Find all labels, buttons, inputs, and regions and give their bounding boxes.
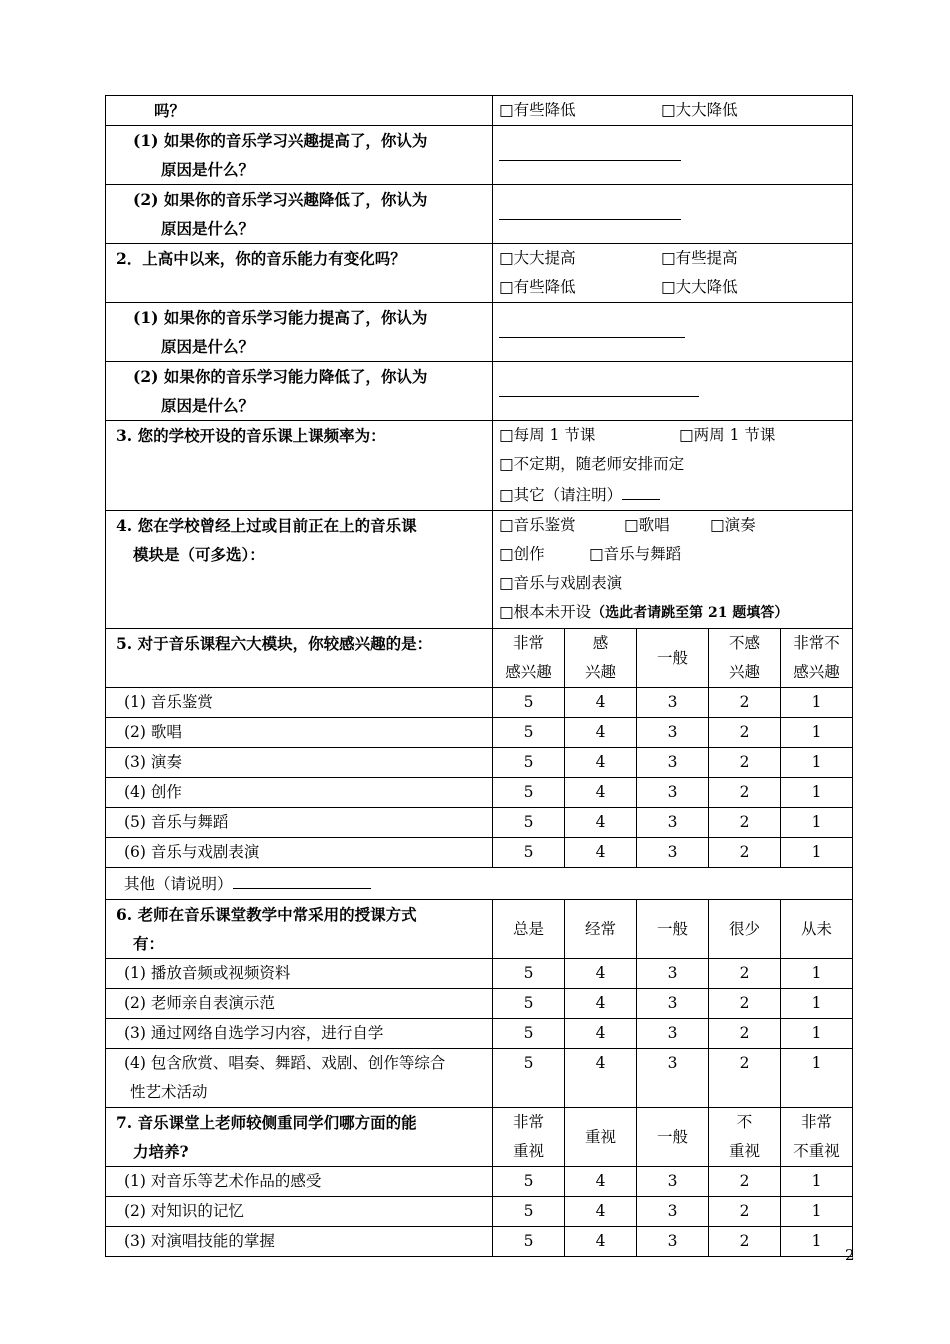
score-cell[interactable]: 5 xyxy=(493,778,565,808)
score-cell[interactable]: 5 xyxy=(493,1197,565,1227)
score-cell[interactable]: 2 xyxy=(709,1167,781,1197)
score-cell[interactable]: 2 xyxy=(709,1197,781,1227)
page-number: 2 xyxy=(845,1246,855,1264)
table-row xyxy=(106,748,853,778)
answer-options xyxy=(493,96,853,126)
score-cell[interactable]: 4 xyxy=(565,1197,637,1227)
other-specify: 其他（请说明） xyxy=(106,868,853,900)
item-label: (2) 对知识的记忆 xyxy=(106,1197,493,1227)
score-cell[interactable]: 5 xyxy=(493,808,565,838)
score-cell[interactable]: 4 xyxy=(565,1049,637,1108)
score-cell[interactable]: 4 xyxy=(565,838,637,868)
scale-header: 非常 感兴趣 xyxy=(493,629,565,688)
skip-note: （选此者请跳至第 21 题填答） xyxy=(591,605,789,621)
scale-header: 总是 xyxy=(493,900,565,959)
question-title: 7. 音乐课堂上老师较侧重同学们哪方面的能 力培养? xyxy=(106,1108,493,1167)
checkbox-option[interactable]: □歌唱 xyxy=(624,516,670,534)
table-row xyxy=(106,959,853,989)
score-cell[interactable]: 4 xyxy=(565,748,637,778)
score-cell[interactable]: 2 xyxy=(709,718,781,748)
checkbox-option[interactable]: □大大降低 xyxy=(661,101,738,119)
checkbox-option[interactable]: □演奏 xyxy=(710,516,756,534)
score-cell[interactable]: 3 xyxy=(637,838,709,868)
score-cell[interactable]: 2 xyxy=(709,838,781,868)
table-row xyxy=(106,778,853,808)
score-cell[interactable]: 3 xyxy=(637,1167,709,1197)
checkbox-option[interactable]: □每周 1 节课 xyxy=(499,426,596,444)
other-blank[interactable] xyxy=(622,479,660,500)
table-row xyxy=(106,1049,853,1108)
item-label: (1) 播放音频或视频资料 xyxy=(106,959,493,989)
score-cell[interactable]: 3 xyxy=(637,778,709,808)
score-cell[interactable]: 2 xyxy=(709,808,781,838)
score-cell[interactable]: 3 xyxy=(637,1019,709,1049)
score-cell[interactable]: 5 xyxy=(493,959,565,989)
score-cell[interactable]: 5 xyxy=(493,1049,565,1108)
score-cell[interactable]: 3 xyxy=(637,989,709,1019)
table-row xyxy=(106,1167,853,1197)
score-cell[interactable]: 1 xyxy=(781,748,853,778)
checkbox-option[interactable]: □音乐与舞蹈 xyxy=(589,545,682,563)
question-title: 6. 老师在音乐课堂教学中常采用的授课方式 有： xyxy=(106,900,493,959)
score-cell[interactable]: 3 xyxy=(637,718,709,748)
score-cell[interactable]: 4 xyxy=(565,688,637,718)
score-cell[interactable]: 1 xyxy=(781,838,853,868)
item-label: (5) 音乐与舞蹈 xyxy=(106,808,493,838)
table-row xyxy=(106,868,853,900)
q6-items xyxy=(106,959,853,1049)
score-cell[interactable]: 4 xyxy=(565,718,637,748)
score-cell[interactable]: 5 xyxy=(493,748,565,778)
checkbox-option[interactable]: □不定期，随老师安排而定 xyxy=(499,455,685,473)
item-label: (4) 包含欣赏、唱奏、舞蹈、戏剧、创作等综合 性艺术活动 xyxy=(106,1049,493,1108)
answer-options xyxy=(493,511,853,629)
table-row xyxy=(106,989,853,1019)
score-cell[interactable]: 4 xyxy=(565,989,637,1019)
checkbox-option[interactable]: □有些提高 xyxy=(661,249,738,267)
item-label: (3) 对演唱技能的掌握 xyxy=(106,1227,493,1257)
other-blank[interactable] xyxy=(233,868,371,889)
q7-items xyxy=(106,1167,853,1257)
checkbox-option[interactable]: □有些降低 xyxy=(499,278,576,296)
table-row xyxy=(106,185,853,244)
answer-options xyxy=(493,421,853,511)
table-row xyxy=(106,96,853,126)
questionnaire-table xyxy=(105,95,853,1257)
score-cell[interactable]: 4 xyxy=(565,1167,637,1197)
score-cell[interactable]: 4 xyxy=(565,808,637,838)
question-text: (1) 如果你的音乐学习兴趣提高了，你认为 原因是什么？ xyxy=(106,126,493,185)
score-cell[interactable]: 3 xyxy=(637,1227,709,1257)
score-cell[interactable]: 1 xyxy=(781,1019,853,1049)
score-cell[interactable]: 3 xyxy=(637,959,709,989)
table-row xyxy=(106,303,853,362)
scale-header: 很少 xyxy=(709,900,781,959)
score-cell[interactable]: 5 xyxy=(493,688,565,718)
table-row xyxy=(106,511,853,629)
score-cell[interactable]: 2 xyxy=(709,1049,781,1108)
question-title: 4. 您在学校曾经上过或目前正在上的音乐课 模块是（可多选）： xyxy=(106,511,493,629)
question-text: (1) 如果你的音乐学习能力提高了，你认为 原因是什么？ xyxy=(106,303,493,362)
table-row xyxy=(106,1019,853,1049)
table-row xyxy=(106,126,853,185)
score-cell[interactable]: 3 xyxy=(637,1049,709,1108)
table-row xyxy=(106,1197,853,1227)
checkbox-option[interactable]: □大大降低 xyxy=(661,278,738,296)
q5-items xyxy=(106,688,853,868)
checkbox-option[interactable]: □两周 1 节课 xyxy=(679,426,776,444)
score-cell[interactable]: 2 xyxy=(709,748,781,778)
score-cell[interactable]: 5 xyxy=(493,838,565,868)
score-cell[interactable]: 5 xyxy=(493,1227,565,1257)
table-row xyxy=(106,1108,853,1167)
table-row xyxy=(106,1227,853,1257)
checkbox-option[interactable]: □根本未开设 xyxy=(499,603,592,621)
table-row xyxy=(106,718,853,748)
question-text: 吗？ xyxy=(106,96,493,126)
table-row xyxy=(106,688,853,718)
score-cell[interactable]: 1 xyxy=(781,1197,853,1227)
score-cell[interactable]: 1 xyxy=(781,989,853,1019)
score-cell[interactable]: 1 xyxy=(781,1167,853,1197)
score-cell[interactable]: 4 xyxy=(565,1019,637,1049)
answer-blank[interactable] xyxy=(493,126,853,185)
checkbox-option[interactable]: □创作 xyxy=(499,545,545,563)
table-row xyxy=(106,629,853,688)
item-label: (2) 老师亲自表演示范 xyxy=(106,989,493,1019)
item-label: (2) 歌唱 xyxy=(106,718,493,748)
checkbox-option[interactable]: □其它（请注明） xyxy=(499,486,623,504)
score-cell[interactable]: 1 xyxy=(781,959,853,989)
score-cell[interactable]: 2 xyxy=(709,778,781,808)
score-cell[interactable]: 3 xyxy=(637,1197,709,1227)
question-title: 2．上高中以来，你的音乐能力有变化吗？ xyxy=(106,244,493,303)
scale-header: 经常 xyxy=(565,900,637,959)
score-cell[interactable]: 5 xyxy=(493,1167,565,1197)
score-cell[interactable]: 2 xyxy=(709,1019,781,1049)
item-label: (1) 对音乐等艺术作品的感受 xyxy=(106,1167,493,1197)
score-cell[interactable]: 4 xyxy=(565,778,637,808)
question-text: (2) 如果你的音乐学习兴趣降低了，你认为 原因是什么？ xyxy=(106,185,493,244)
score-cell[interactable]: 1 xyxy=(781,688,853,718)
scale-header: 非常 重视 xyxy=(493,1108,565,1167)
scale-header: 非常 不重视 xyxy=(781,1108,853,1167)
score-cell[interactable]: 1 xyxy=(781,778,853,808)
checkbox-option[interactable]: □大大提高 xyxy=(499,249,576,267)
checkbox-option[interactable]: □音乐鉴赏 xyxy=(499,516,576,534)
item-label: (6) 音乐与戏剧表演 xyxy=(106,838,493,868)
table-row xyxy=(106,244,853,303)
score-cell[interactable]: 5 xyxy=(493,718,565,748)
score-cell[interactable]: 4 xyxy=(565,959,637,989)
item-label: (4) 创作 xyxy=(106,778,493,808)
table-row xyxy=(106,362,853,421)
scale-header: 不感 兴趣 xyxy=(709,629,781,688)
score-cell[interactable]: 5 xyxy=(493,989,565,1019)
table-row xyxy=(106,838,853,868)
answer-options xyxy=(493,244,853,303)
score-cell[interactable]: 1 xyxy=(781,1227,853,1257)
scale-header: 从未 xyxy=(781,900,853,959)
item-label: (1) 音乐鉴赏 xyxy=(106,688,493,718)
score-cell[interactable]: 1 xyxy=(781,718,853,748)
answer-blank[interactable] xyxy=(493,185,853,244)
scale-header: 不 重视 xyxy=(709,1108,781,1167)
item-label: (3) 演奏 xyxy=(106,748,493,778)
checkbox-option[interactable]: □音乐与戏剧表演 xyxy=(499,574,623,592)
score-cell[interactable]: 1 xyxy=(781,1049,853,1108)
answer-blank[interactable] xyxy=(493,303,853,362)
scale-header: 感 兴趣 xyxy=(565,629,637,688)
scale-header: 一般 xyxy=(637,900,709,959)
score-cell[interactable]: 1 xyxy=(781,808,853,838)
score-cell[interactable]: 4 xyxy=(565,1227,637,1257)
table-row xyxy=(106,900,853,959)
scale-header: 一般 xyxy=(637,1108,709,1167)
item-label: (3) 通过网络自选学习内容，进行自学 xyxy=(106,1019,493,1049)
checkbox-option[interactable]: □有些降低 xyxy=(499,101,576,119)
question-title: 5. 对于音乐课程六大模块，你较感兴趣的是： xyxy=(106,629,493,688)
score-cell[interactable]: 3 xyxy=(637,688,709,718)
score-cell[interactable]: 2 xyxy=(709,1227,781,1257)
score-cell[interactable]: 2 xyxy=(709,959,781,989)
score-cell[interactable]: 3 xyxy=(637,808,709,838)
score-cell[interactable]: 5 xyxy=(493,1019,565,1049)
scale-header: 非常不 感兴趣 xyxy=(781,629,853,688)
scale-header: 重视 xyxy=(565,1108,637,1167)
answer-blank[interactable] xyxy=(493,362,853,421)
score-cell[interactable]: 3 xyxy=(637,748,709,778)
scale-header: 一般 xyxy=(637,629,709,688)
score-cell[interactable]: 2 xyxy=(709,989,781,1019)
table-row xyxy=(106,421,853,511)
question-text: (2) 如果你的音乐学习能力降低了，你认为 原因是什么？ xyxy=(106,362,493,421)
score-cell[interactable]: 2 xyxy=(709,688,781,718)
table-row xyxy=(106,808,853,838)
question-title: 3. 您的学校开设的音乐课上课频率为： xyxy=(106,421,493,511)
